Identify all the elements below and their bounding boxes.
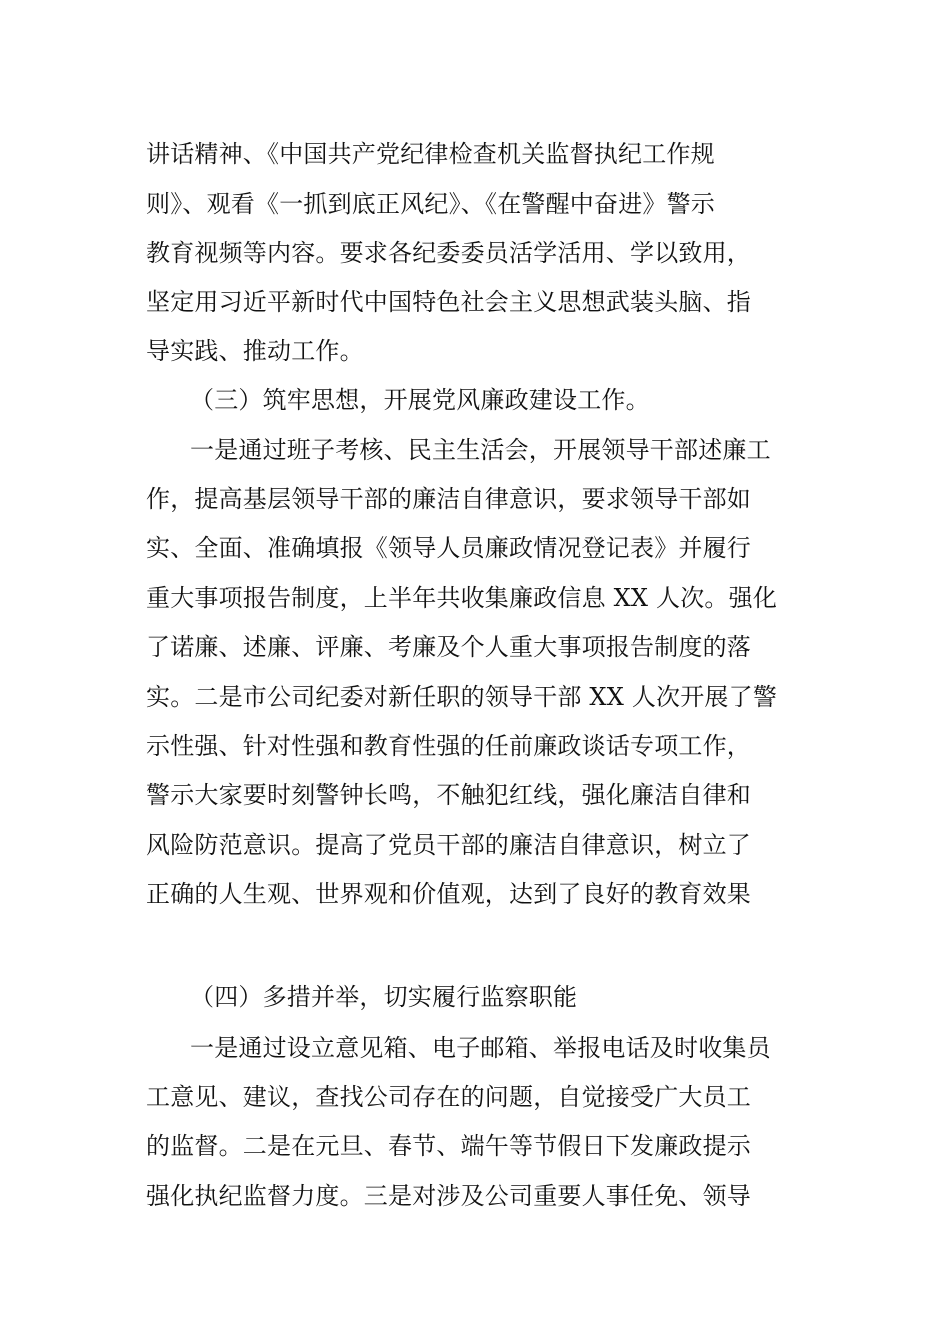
- text-line-16: 正确的人生观、世界观和价值观，达到了良好的教育效果: [146, 880, 751, 908]
- text-line-15: 风险防范意识。提高了党员干部的廉洁自律意识，树立了: [146, 831, 751, 859]
- text-line-9: 实、全面、准确填报《领导人员廉政情况登记表》并履行: [146, 534, 751, 562]
- text-line-18: 一是通过设立意见箱、电子邮箱、举报电话及时收集员: [190, 1034, 771, 1062]
- text-line-14: 警示大家要时刻警钟长鸣，不触犯红线，强化廉洁自律和: [146, 781, 751, 809]
- section-heading-3: （三）筑牢思想，开展党风廉政建设工作。: [190, 386, 650, 414]
- text-line-7: 一是通过班子考核、民主生活会，开展领导干部述廉工: [190, 436, 771, 464]
- text-line-8: 作，提高基层领导干部的廉洁自律意识，要求领导干部如: [146, 485, 751, 513]
- text-line-13: 示性强、针对性强和教育性强的任前廉政谈话专项工作，: [146, 732, 751, 760]
- text-line-21: 强化执纪监督力度。三是对涉及公司重要人事任免、领导: [146, 1182, 751, 1210]
- text-line-11: 了诺廉、述廉、评廉、考廉及个人重大事项报告制度的落: [146, 633, 751, 661]
- text-line-12: 实。二是市公司纪委对新任职的领导干部 XX 人次开展了警: [146, 683, 778, 711]
- text-line-19: 工意见、建议，查找公司存在的问题，自觉接受广大员工: [146, 1083, 751, 1111]
- text-line-4: 坚定用习近平新时代中国特色社会主义思想武装头脑、指: [146, 288, 751, 316]
- text-line-10: 重大事项报告制度，上半年共收集廉政信息 XX 人次。强化: [146, 584, 778, 612]
- text-line-2: 则》、观看《一抓到底正风纪》、《在警醒中奋进》警示: [146, 190, 715, 218]
- section-heading-4: （四）多措并举，切实履行监察职能: [190, 983, 578, 1011]
- text-line-5: 导实践、推动工作。: [146, 337, 364, 365]
- text-line-3: 教育视频等内容。要求各纪委委员活学活用、学以致用，: [146, 239, 751, 267]
- text-line-1: 讲话精神、《中国共产党纪律检查机关监督执纪工作规: [146, 140, 715, 168]
- text-line-20: 的监督。二是在元旦、春节、端午等节假日下发廉政提示: [146, 1132, 751, 1160]
